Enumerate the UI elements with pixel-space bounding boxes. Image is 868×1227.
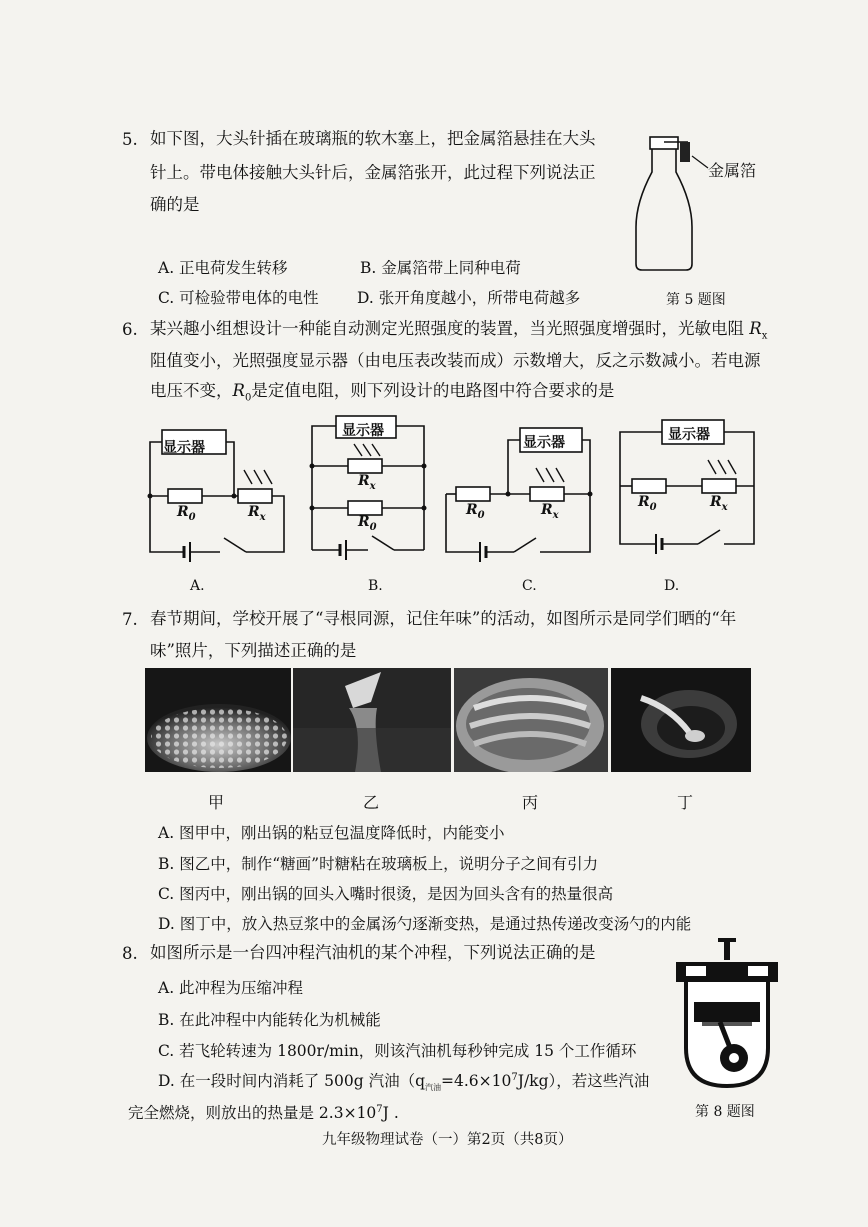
q6-number: 6. bbox=[122, 320, 138, 339]
q8-option-b: B. 在此冲程中内能转化为机械能 bbox=[158, 1011, 381, 1029]
circuit-c-label: C. bbox=[522, 578, 537, 594]
q5-option-d: D. 张开角度越小，所带电荷越多 bbox=[357, 289, 581, 307]
circuit-d-display: 显示器 bbox=[668, 427, 710, 443]
q6-line3: 电压不变，$R_0$是定值电阻，则下列设计的电路图中符合要求的是 bbox=[150, 381, 615, 404]
q7-option-a: A. 图甲中，刚出锅的粘豆包温度降低时，内能变小 bbox=[158, 824, 505, 842]
q6-line1: 某兴趣小组想设计一种能自动测定光照强度的装置，当光照强度增强时，光敏电阻 $R_x$ bbox=[150, 319, 768, 342]
q5-option-b: B. 金属箔带上同种电荷 bbox=[360, 259, 521, 277]
q7-number: 7. bbox=[122, 610, 138, 629]
q7-line1: 春节期间，学校开展了“寻根同源，记住年味”的活动，如图所示是同学们晒的“年 bbox=[150, 609, 737, 628]
page-footer: 九年级物理试卷（一）第2页（共8页） bbox=[322, 1132, 573, 1148]
photo-label-yi: 乙 bbox=[363, 793, 380, 812]
photo-label-jia: 甲 bbox=[208, 793, 225, 812]
q7-line2: 味”照片，下列描述正确的是 bbox=[150, 641, 357, 660]
circuit-c bbox=[440, 424, 598, 562]
photo-jia bbox=[145, 668, 291, 772]
circuit-a-display: 显示器 bbox=[163, 440, 205, 456]
q5-option-a: A. 正电荷发生转移 bbox=[158, 259, 288, 277]
q8-number: 8. bbox=[122, 944, 138, 963]
circuit-d-rx: $R_x$ bbox=[710, 494, 728, 513]
circuit-d-label: D. bbox=[664, 578, 680, 594]
q8-option-a: A. 此冲程为压缩冲程 bbox=[158, 979, 304, 997]
circuit-b-display: 显示器 bbox=[342, 423, 384, 439]
photo-bing bbox=[454, 668, 608, 772]
q6-line2: 阻值变小，光照强度显示器（由电压表改装而成）示数增大，反之示数减小。若电源 bbox=[150, 351, 761, 370]
q8-engine-figure bbox=[672, 936, 782, 1092]
q5-option-c: C. 可检验带电体的电性 bbox=[158, 289, 319, 307]
photo-ding bbox=[611, 668, 751, 772]
circuit-d-r0: $R_0$ bbox=[638, 494, 657, 513]
circuit-b-rx: $R_x$ bbox=[358, 473, 376, 492]
circuit-a-r0: $R_0$ bbox=[177, 504, 196, 523]
q7-option-c: C. 图丙中，刚出锅的回头入嘴时很烫，是因为回头含有的热量很高 bbox=[158, 885, 614, 903]
q7-option-d: D. 图丁中，放入热豆浆中的金属汤勺逐渐变热，是通过热传递改变汤勺的内能 bbox=[158, 915, 692, 933]
circuit-a-label: A. bbox=[190, 578, 205, 594]
circuit-c-r0: $R_0$ bbox=[466, 502, 485, 521]
circuit-a-rx: $R_x$ bbox=[248, 504, 266, 523]
q5-bottle-figure bbox=[628, 132, 778, 274]
q5-line3: 确的是 bbox=[150, 195, 200, 214]
photo-yi bbox=[293, 668, 451, 772]
q8-line1: 如图所示是一台四冲程汽油机的某个冲程，下列说法正确的是 bbox=[150, 943, 596, 962]
q8-option-d-line2: 完全燃烧，则放出的热量是 $2.3\times 10^7J$ . bbox=[128, 1103, 399, 1122]
q8-caption: 第 8 题图 bbox=[695, 1104, 755, 1120]
circuit-c-rx: $R_x$ bbox=[541, 502, 559, 521]
q5-figure-label: 金属箔 bbox=[708, 161, 757, 180]
q8-option-d-line1: D. 在一段时间内消耗了 500g 汽油$(q_{汽油}=4.6\times 10^7J/kg)$，若这些汽油 bbox=[158, 1071, 650, 1093]
q5-number: 5. bbox=[122, 130, 138, 149]
q5-line1: 如下图，大头针插在玻璃瓶的软木塞上，把金属箔悬挂在大头 bbox=[150, 129, 596, 148]
circuit-c-display: 显示器 bbox=[523, 435, 565, 451]
circuit-b-label: B. bbox=[368, 578, 383, 594]
photo-label-ding: 丁 bbox=[677, 793, 694, 812]
q8-option-c: C. 若飞轮转速为 1800r/min，则该汽油机每秒钟完成 15 个工作循环 bbox=[158, 1042, 637, 1060]
q7-option-b: B. 图乙中，制作“糖画”时糖粘在玻璃板上，说明分子之间有引力 bbox=[158, 855, 599, 873]
photo-label-bing: 丙 bbox=[522, 793, 539, 812]
q5-line2: 针上。带电体接触大头针后，金属箔张开，此过程下列说法正 bbox=[150, 163, 596, 182]
circuit-b-r0: $R_0$ bbox=[358, 514, 377, 533]
q5-caption: 第 5 题图 bbox=[666, 292, 726, 308]
